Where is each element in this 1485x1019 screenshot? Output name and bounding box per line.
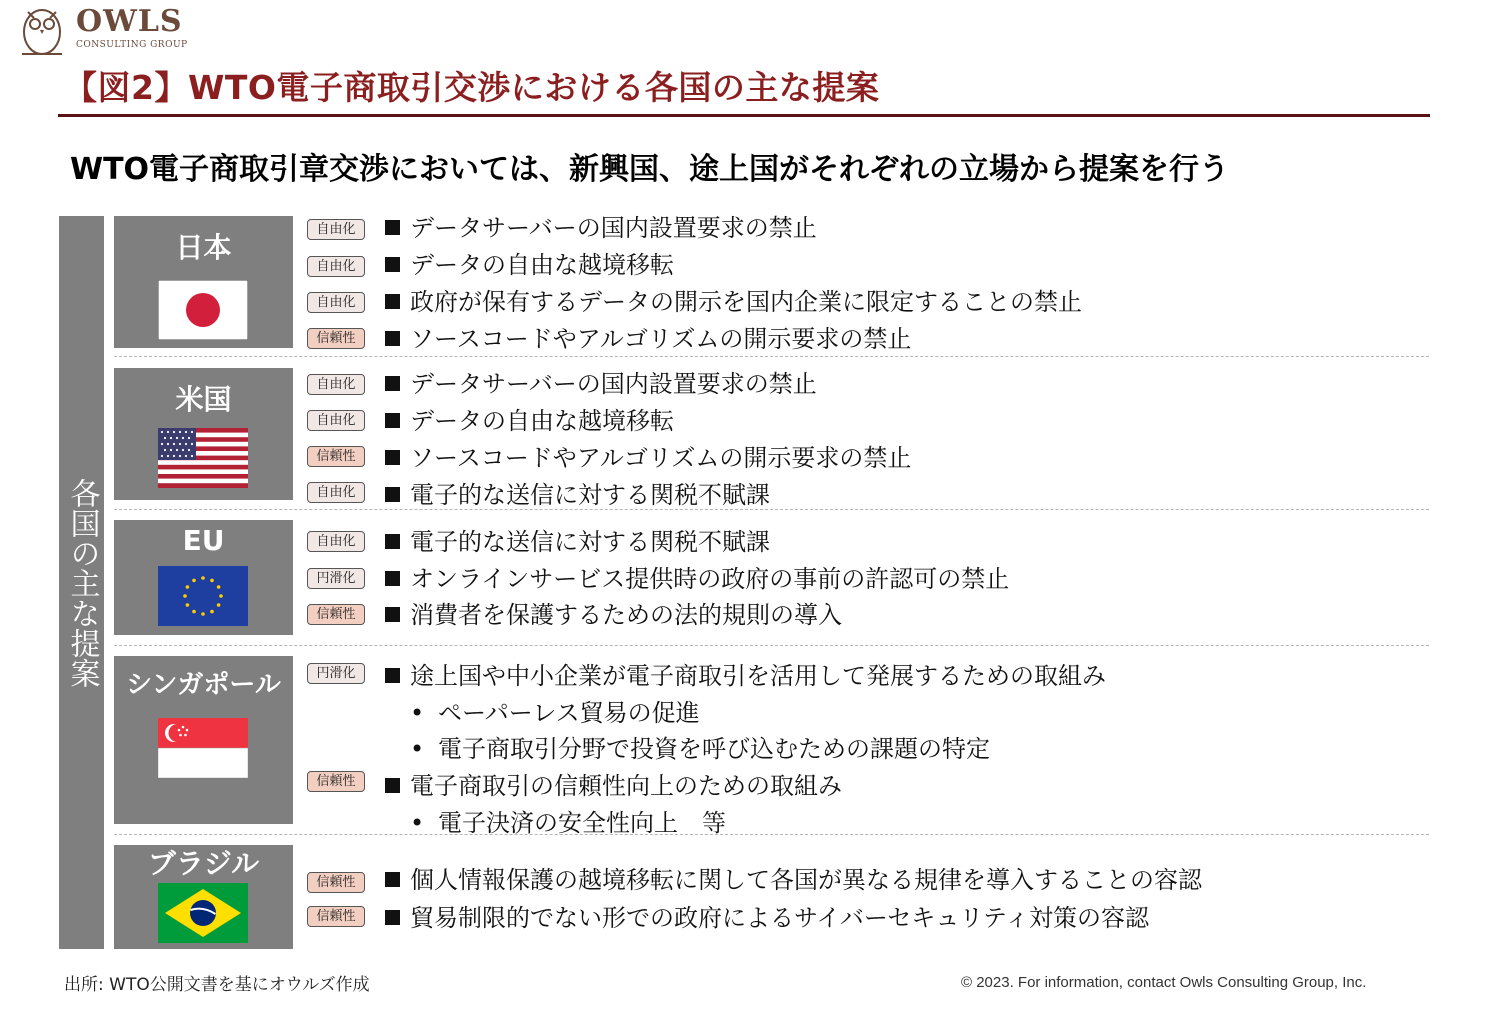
proposal-item: 電子商取引の信頼性向上のための取組み: [385, 766, 842, 801]
row-divider: [114, 834, 1429, 835]
tag-facilitation: 円滑化: [307, 568, 365, 589]
tag-liberalization: 自由化: [307, 292, 365, 313]
square-bullet-icon: [385, 534, 400, 549]
proposal-item: 政府が保有するデータの開示を国内企業に限定することの禁止: [385, 282, 1082, 317]
proposal-item: オンラインサービス提供時の政府の事前の許認可の禁止: [385, 559, 1009, 594]
country-panel-brazil: [114, 845, 293, 949]
title-rule: [58, 114, 1430, 117]
country-name: EU: [182, 524, 225, 557]
japan-flag-icon: [158, 280, 248, 340]
proposal-item: 電子的な送信に対する関税不賦課: [385, 475, 770, 510]
country-panel-singapore: [114, 656, 293, 824]
tag-liberalization: 自由化: [307, 410, 365, 431]
proposal-item: 消費者を保護するための法的規則の導入: [385, 595, 842, 630]
tag-trust: 信頼性: [307, 771, 365, 792]
proposal-item: ソースコードやアルゴリズムの開示要求の禁止: [385, 319, 911, 354]
proposal-item: 貿易制限的でない形での政府によるサイバーセキュリティ対策の容認: [385, 898, 1149, 933]
tag-liberalization: 自由化: [307, 256, 365, 277]
tag-facilitation: 円滑化: [307, 663, 365, 684]
logo-subtitle: CONSULTING GROUP: [76, 40, 188, 50]
row-divider: [114, 356, 1429, 357]
owl-icon: [14, 2, 70, 56]
logo-name: OWLS: [76, 4, 183, 39]
proposal-item: 電子的な送信に対する関税不賦課: [385, 522, 770, 557]
row-divider: [114, 509, 1429, 510]
square-bullet-icon: [385, 257, 400, 272]
tag-liberalization: 自由化: [307, 374, 365, 395]
usa-flag-icon: [158, 428, 248, 488]
tag-trust: 信頼性: [307, 906, 365, 927]
country-name: シンガポール: [126, 670, 281, 700]
proposal-item: 途上国や中小企業が電子商取引を活用して発展するための取組み: [385, 656, 1106, 691]
tag-liberalization: 自由化: [307, 531, 365, 552]
country-panel-usa: [114, 368, 293, 500]
country-panel-japan: [114, 216, 293, 348]
sub-item: • 電子決済の安全性向上 等: [410, 809, 726, 837]
square-bullet-icon: [385, 294, 400, 309]
square-bullet-icon: [385, 872, 400, 887]
sub-item: • 電子商取引分野で投資を呼び込むための課題の特定: [410, 735, 990, 763]
square-bullet-icon: [385, 668, 400, 683]
proposal-item: データサーバーの国内設置要求の禁止: [385, 364, 817, 399]
country-name: 日本: [175, 231, 232, 264]
subtitle: WTO電子商取引章交渉においては、新興国、途上国がそれぞれの立場から提案を行う: [70, 152, 1230, 187]
tag-liberalization: 自由化: [307, 219, 365, 240]
proposal-item: データの自由な越境移転: [385, 245, 674, 280]
tag-trust: 信頼性: [307, 872, 365, 893]
square-bullet-icon: [385, 571, 400, 586]
square-bullet-icon: [385, 487, 400, 502]
country-panel-eu: [114, 520, 293, 635]
bullet-dot-icon: •: [410, 735, 425, 763]
copyright: © 2023. For information, contact Owls Consulting Group, Inc.: [961, 974, 1367, 991]
square-bullet-icon: [385, 413, 400, 428]
tag-trust: 信頼性: [307, 604, 365, 625]
sidebar-panel: [59, 216, 104, 949]
square-bullet-icon: [385, 376, 400, 391]
square-bullet-icon: [385, 607, 400, 622]
tag-trust: 信頼性: [307, 446, 365, 467]
square-bullet-icon: [385, 778, 400, 793]
square-bullet-icon: [385, 910, 400, 925]
proposal-item: データの自由な越境移転: [385, 401, 674, 436]
bullet-dot-icon: •: [410, 809, 425, 837]
sidebar-label: 各国の主な提案: [64, 478, 100, 688]
bullet-dot-icon: •: [410, 699, 425, 727]
country-name: ブラジル: [147, 847, 260, 880]
singapore-flag-icon: [158, 718, 248, 778]
proposal-item: データサーバーの国内設置要求の禁止: [385, 208, 817, 243]
proposal-item: 個人情報保護の越境移転に関して各国が異なる規律を導入することの容認: [385, 860, 1202, 895]
row-divider: [114, 645, 1429, 646]
square-bullet-icon: [385, 450, 400, 465]
eu-flag-icon: [158, 566, 248, 626]
square-bullet-icon: [385, 331, 400, 346]
tag-trust: 信頼性: [307, 328, 365, 349]
sub-item: • ペーパーレス貿易の促進: [410, 699, 700, 727]
figure-title: 【図2】WTO電子商取引交渉における各国の主な提案: [64, 68, 880, 107]
country-name: 米国: [175, 383, 232, 416]
source-note: 出所: WTO公開文書を基にオウルズ作成: [64, 975, 370, 995]
proposal-item: ソースコードやアルゴリズムの開示要求の禁止: [385, 438, 911, 473]
square-bullet-icon: [385, 220, 400, 235]
brazil-flag-icon: [158, 883, 248, 943]
owls-logo: [14, 2, 214, 56]
tag-liberalization: 自由化: [307, 482, 365, 503]
